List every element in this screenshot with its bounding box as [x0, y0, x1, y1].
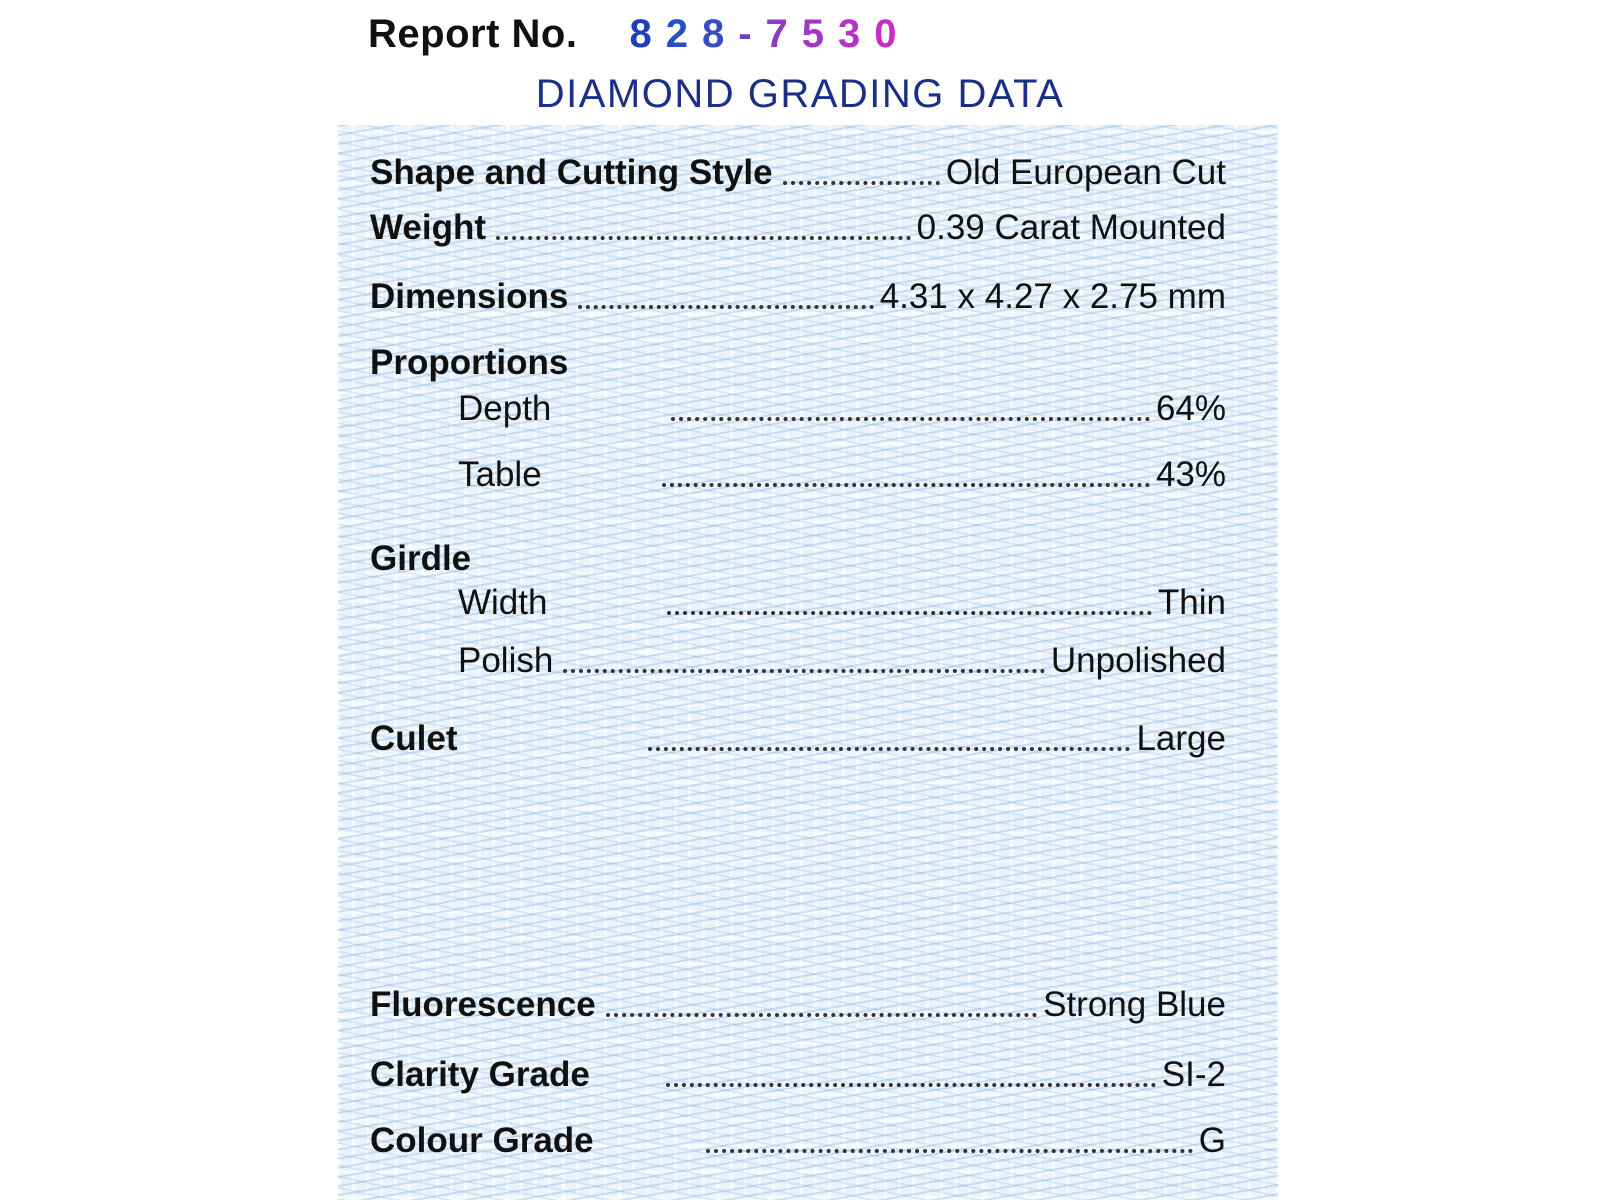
girdle-width-label: Width — [458, 583, 548, 622]
table-value: 43% — [1155, 455, 1226, 494]
proportions-heading: Proportions — [370, 343, 569, 382]
colour-row — [370, 1118, 1226, 1164]
depth-row — [458, 386, 1226, 432]
fluorescence-label: Fluorescence — [370, 985, 596, 1024]
dimensions-row — [370, 274, 1226, 320]
leader-dots — [666, 1083, 1156, 1087]
culet-value: Large — [1136, 719, 1226, 758]
report-number-label: Report No. — [368, 11, 578, 56]
report-digit: 8 — [629, 11, 666, 56]
girdle-heading: Girdle — [370, 539, 472, 578]
fluorescence-row — [370, 982, 1226, 1028]
report-digit: 0 — [874, 11, 911, 56]
culet-label: Culet — [370, 719, 458, 758]
girdle-polish-value: Unpolished — [1050, 641, 1226, 680]
girdle-width-value: Thin — [1157, 583, 1226, 622]
report-digit: 2 — [665, 11, 702, 56]
leader-dots — [648, 747, 1131, 751]
report-digit: 5 — [801, 11, 839, 56]
report-header — [368, 6, 911, 62]
report-digit: 7 — [765, 11, 802, 56]
leader-dots — [662, 483, 1150, 487]
clarity-label: Clarity Grade — [370, 1055, 590, 1094]
shape-value: Old European Cut — [945, 153, 1226, 192]
leader-dots — [783, 181, 940, 185]
girdle-polish-label: Polish — [458, 641, 554, 680]
weight-label: Weight — [370, 208, 487, 247]
report-digit: - — [738, 11, 766, 56]
leader-dots — [671, 417, 1150, 421]
fluorescence-value: Strong Blue — [1043, 985, 1226, 1024]
depth-label: Depth — [458, 389, 552, 428]
leader-dots — [578, 305, 873, 309]
weight-value: 0.39 Carat Mounted — [916, 208, 1226, 247]
leader-dots — [706, 1149, 1193, 1153]
dimensions-label: Dimensions — [370, 277, 569, 316]
clarity-value: SI-2 — [1161, 1055, 1226, 1094]
girdle-polish-row — [458, 638, 1226, 684]
shape-label: Shape and Cutting Style — [370, 153, 773, 192]
leader-dots — [606, 1013, 1037, 1017]
clarity-row — [370, 1052, 1226, 1098]
colour-value: G — [1198, 1121, 1226, 1160]
leader-dots — [563, 669, 1045, 673]
dimensions-value: 4.31 x 4.27 x 2.75 mm — [879, 277, 1226, 316]
table-row — [458, 452, 1226, 498]
table-label: Table — [458, 455, 542, 494]
page-title: DIAMOND GRADING DATA — [535, 72, 1065, 116]
culet-row — [370, 716, 1226, 762]
leader-dots — [496, 236, 911, 240]
shape-row — [370, 150, 1226, 196]
leader-dots — [667, 611, 1151, 615]
report-digit: 3 — [838, 11, 875, 56]
colour-label: Colour Grade — [370, 1121, 594, 1160]
report-number — [629, 12, 910, 57]
girdle-width-row — [458, 580, 1226, 626]
report-digit: 8 — [701, 11, 739, 56]
weight-row — [370, 205, 1226, 251]
depth-value: 64% — [1155, 389, 1226, 428]
